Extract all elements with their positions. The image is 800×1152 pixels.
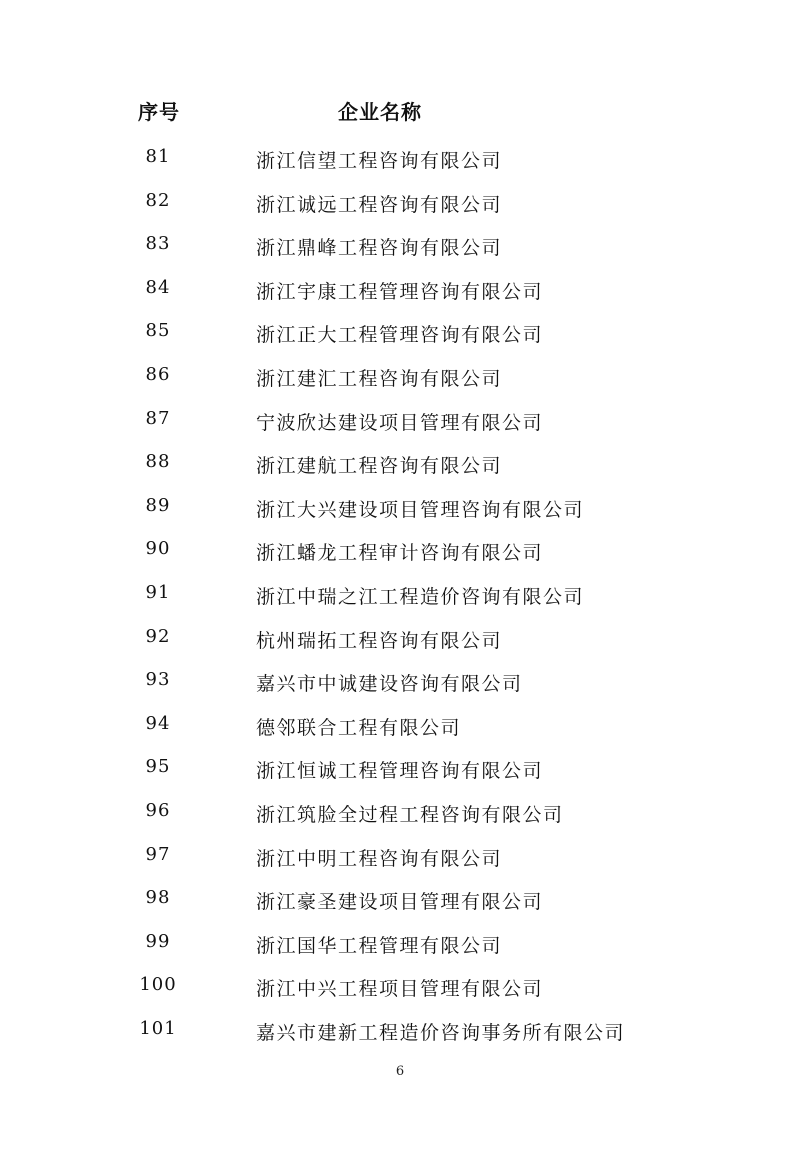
table-row xyxy=(0,968,800,1012)
company-name: 浙江诚远工程咨询有限公司 xyxy=(256,193,503,216)
company-name: 杭州瑞拓工程咨询有限公司 xyxy=(256,629,503,652)
row-number: 97 xyxy=(145,843,171,865)
table-row xyxy=(0,794,800,838)
row-number: 83 xyxy=(145,233,171,255)
company-name: 浙江豪圣建设项目管理有限公司 xyxy=(256,891,544,914)
row-number: 95 xyxy=(145,756,171,778)
row-number: 82 xyxy=(145,189,171,211)
company-name: 德邻联合工程有限公司 xyxy=(256,716,462,739)
column-header-name: 企业名称 xyxy=(338,100,422,124)
table-row xyxy=(0,402,800,446)
row-number: 96 xyxy=(145,799,171,821)
company-name: 浙江宇康工程管理咨询有限公司 xyxy=(256,280,544,303)
row-number: 94 xyxy=(145,712,171,734)
company-name: 浙江国华工程管理有限公司 xyxy=(256,934,503,957)
page-number: 6 xyxy=(395,1064,405,1079)
company-name: 浙江中瑞之江工程造价咨询有限公司 xyxy=(256,585,585,608)
table-row xyxy=(0,925,800,969)
table-row xyxy=(0,620,800,664)
company-name: 浙江蟠龙工程审计咨询有限公司 xyxy=(256,542,544,565)
table-row xyxy=(0,184,800,228)
company-name: 浙江信望工程咨询有限公司 xyxy=(256,150,503,172)
company-name: 嘉兴市建新工程造价咨询事务所有限公司 xyxy=(256,1021,626,1044)
company-name: 宁波欣达建设项目管理有限公司 xyxy=(256,411,544,434)
row-number: 93 xyxy=(145,669,171,691)
company-name: 浙江建汇工程咨询有限公司 xyxy=(256,367,503,390)
table-row xyxy=(0,140,800,184)
table-row xyxy=(0,358,800,402)
company-name: 浙江恒诚工程管理咨询有限公司 xyxy=(256,760,544,783)
table-row xyxy=(0,663,800,707)
company-name: 浙江正大工程管理咨询有限公司 xyxy=(256,324,544,347)
table-header xyxy=(0,96,800,128)
company-name: 浙江大兴建设项目管理咨询有限公司 xyxy=(256,498,585,521)
table-row xyxy=(0,838,800,882)
company-name: 浙江建航工程咨询有限公司 xyxy=(256,455,503,478)
row-number: 101 xyxy=(139,1017,177,1039)
company-name: 浙江中明工程咨询有限公司 xyxy=(256,847,503,870)
table-row xyxy=(0,576,800,620)
table-row xyxy=(0,881,800,925)
column-header-seq: 序号 xyxy=(138,100,180,124)
table-row xyxy=(0,750,800,794)
row-number: 98 xyxy=(145,887,171,909)
table-row xyxy=(0,271,800,315)
table-row xyxy=(0,314,800,358)
company-name: 嘉兴市中诚建设咨询有限公司 xyxy=(256,673,523,696)
row-number: 85 xyxy=(145,320,171,342)
table-row xyxy=(0,707,800,751)
table-row xyxy=(0,1012,800,1056)
table-row xyxy=(0,489,800,533)
table-row xyxy=(0,532,800,576)
table-row xyxy=(0,227,800,271)
row-number: 100 xyxy=(139,974,177,996)
row-number: 91 xyxy=(145,581,171,603)
row-number: 99 xyxy=(145,930,171,952)
company-list xyxy=(0,140,800,1055)
company-name: 浙江鼎峰工程咨询有限公司 xyxy=(256,237,503,260)
row-number: 87 xyxy=(145,407,171,429)
company-name: 浙江筑脸全过程工程咨询有限公司 xyxy=(256,803,564,826)
row-number: 92 xyxy=(145,625,171,647)
row-number: 81 xyxy=(145,146,171,167)
row-number: 89 xyxy=(145,494,171,516)
company-name: 浙江中兴工程项目管理有限公司 xyxy=(256,978,544,1001)
row-number: 84 xyxy=(145,276,171,298)
row-number: 86 xyxy=(145,363,171,385)
table-row xyxy=(0,445,800,489)
row-number: 90 xyxy=(145,538,171,560)
row-number: 88 xyxy=(145,451,171,473)
